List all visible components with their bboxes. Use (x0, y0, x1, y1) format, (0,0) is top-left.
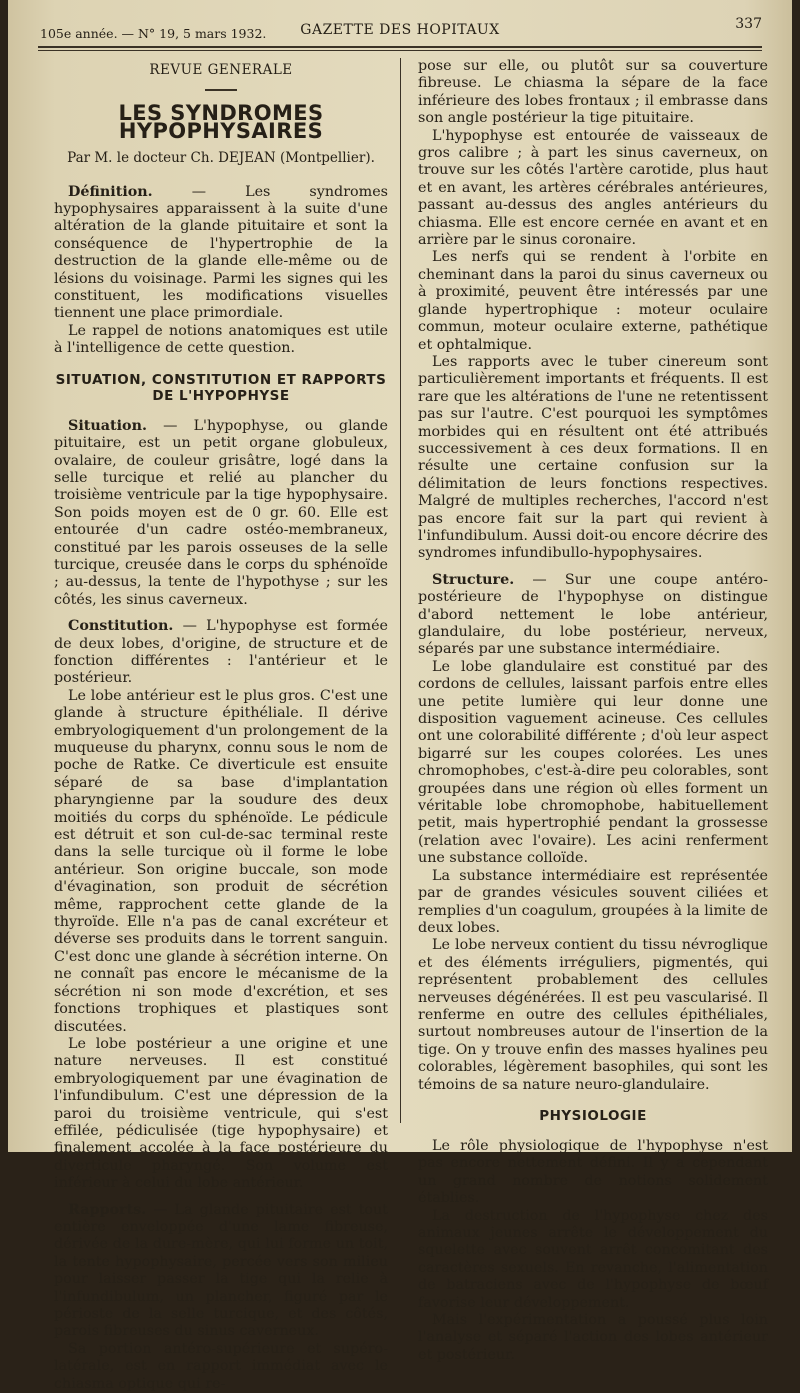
page-header (38, 16, 762, 44)
journal-title: GAZETTE DES HOPITAUX (300, 22, 500, 38)
run-in-heading: Situation. (68, 417, 147, 434)
right-column (418, 58, 768, 1364)
section-heading: SITUATION, CONSTITUTION ET RAPPORTS DE L'HYPOPHYSE (55, 371, 387, 404)
paragraph: Le rôle physiologique de l'hypophyse n'est pas encore nettement défini. Il y a cependant un grand nombre de notions solidement établies. (418, 1137, 768, 1207)
paragraph: Sa portion antéro-supérieure et supéro-latérale, est en rapport immédiat avec le chiasma optique qui re- (54, 1340, 388, 1392)
run-in-heading: Définition. (68, 183, 153, 200)
page-number: 337 (735, 16, 762, 32)
paragraph: Mais l'expérimentation a poussé plus loin l'analyse et séparé l'action des lobes antérieur et postérieur. (418, 1312, 768, 1363)
section-heading: PHYSIOLOGIE (539, 1107, 647, 1124)
paragraph-text: — L'hypophyse est formée de deux lobes, d'origine, de structure et de fonction différentes : l'antérieur et le postérieur. (54, 618, 388, 687)
paragraph: pose sur elle, ou plutôt sur sa couverture fibreuse. Le chiasma la sépare de la face inférieure des lobes frontaux ; il embrasse dans son angle postérieur la tige pituitaire. (418, 58, 768, 127)
paragraph-constitution (54, 618, 388, 688)
title-rule (205, 89, 237, 91)
article-author: Par M. le docteur Ch. DEJEAN (Montpellier). (67, 150, 375, 167)
journal-page (8, 0, 792, 1392)
paragraph-rapports (54, 1202, 388, 1341)
rubric: REVUE GENERALE (149, 62, 293, 78)
paragraph-text: — La glande pituitaire est tout entière enveloppée d'une lame fibreuse, dérivée de la dure-mère, qui lui forme un toit, la tente hypophysaire, percée vers son milieu pour laisser passer la tige qui la relie à l'infundibulum, un plancher, figuré par le périoste de la selle turcique, et des côtés, parois fibreuses du sinus caverneux. (54, 1201, 388, 1340)
paragraph-definition (54, 184, 388, 323)
run-in-heading: Rapports. (68, 1201, 147, 1218)
left-column (54, 58, 388, 1393)
paragraph: Les rapports avec le tuber cinereum sont particulièrement importants et fréquents. Il est rare que les altérations de l'une ne retentissent pas sur l'autre. C'est pourquoi les symptômes morbides qui en résultent ont été attribués successivement à ces deux formations. Il en résulte une certaine confusion sur la délimitation de leurs fonctions respectives. Malgré de multiples recherches, l'accord n'est pas encore fait sur la part qui revient à l'infundibulum. Aussi doit-ou encore décrire des syndromes infundibullo-hypophysaires. (418, 353, 768, 562)
paragraph: Le lobe antérieur est le plus gros. C'est une glande à structure épithéliale. Il dérive embryologiquement d'un prolongement de la muqueuse du pharynx, connu sous le nom de poche de Ratke. Ce diverticule est ensuite séparé de sa base d'implantation pharyngienne par la soudure des deux moitiés du corps du sphénoïde. Le pédicule est détruit et son cul-de-sac terminal reste dans la selle turcique où il forme le lobe antérieur. Son origine buccale, son mode d'évagination, son produit de sécrétion même, rapprochent cette glande de la thyroïde. Elle n'a pas de canal excréteur et déverse ses produits dans le torrent sanguin. C'est donc une glande à sécrétion interne. On ne connaît pas encore le mécanisme de la sécrétion ni son mode d'excrétion, et ses fonctions trophiques et plastiques sont discutées. (54, 687, 388, 1035)
article-title: LES SYNDROMES HYPOPHYSAIRES (118, 101, 324, 143)
column-divider (400, 58, 401, 1123)
run-in-heading: Constitution. (68, 618, 174, 635)
issue-line: 105e année. — N° 19, 5 mars 1932. (40, 26, 267, 41)
paragraph: La destruction de l'hypophyse chez des animaux jeunes arrête le développement du squelette avec souvent arrêt concomitant des caractères sexuels. En revanche, l'alimentation de batraciens avec de l'hypophyse de bœuf favorise leur développement. (418, 1207, 768, 1311)
paragraph: La substance intermédiaire est représentée par de grandes vésicules souvent ciliées et remplies d'un coagulum, groupées à la limite de deux lobes. (418, 867, 768, 936)
paragraph-text: — L'hypophyse, ou glande pituitaire, est un petit organe globuleux, ovalaire, de couleur grisâtre, logé dans la selle turcique et relié au plancher du troisième ventricule par la tige hypophysaire. Son poids moyen est de 0 gr. 60. Elle est entourée d'un cadre ostéo-membraneux, constitué par les parois osseuses de la selle turcique, creusée dans le corps du sphénoïde ; au-dessus, la tente de l'hypothyse ; sur les côtés, les sinus caverneux. (54, 417, 388, 608)
paragraph: Le lobe glandulaire est constitué par des cordons de cellules, laissant parfois entre elles une petite lumière qui leur donne une disposition vaguement acineuse. Ces cellules ont une colorabilité différente ; d'où leur aspect bigarré sur les coupes colorées. Les unes chromophobes, c'est-à-dire peu colorables, sont groupées dans une région où elles forment un véritable lobe chromophobe, habituellement petit, mais hypertrophié pendant la grossesse (relation avec l'ovaire). Les acini renferment une substance colloïde. (418, 658, 768, 867)
paragraph-structure (418, 572, 768, 659)
paragraph: Les nerfs qui se rendent à l'orbite en cheminant dans la paroi du sinus caverneux ou à proximité, peuvent être intéressés par une glande hypertrophique : moteur oculaire commun, moteur oculaire externe, pathétique et ophtalmique. (418, 249, 768, 353)
paragraph-text: — Sur une coupe antéro-postérieure de l'hypophyse on distingue d'abord nettement le lobe antérieur, glandulaire, du lobe postérieur, nerveux, séparés par une substance intermédiaire. (418, 571, 768, 658)
paragraph: L'hypophyse est entourée de vaisseaux de gros calibre ; à part les sinus caverneux, on trouve sur les côtés l'artère carotide, plus haut et en avant, les artères cérébrales antérieures, passant au-dessus des angles antérieurs du chiasma. Elle est encore cernée en avant et en arrière par le sinus coronaire. (418, 127, 768, 249)
header-rule (38, 46, 762, 48)
paragraph: Le rappel de notions anatomiques est utile à l'intelligence de cette question. (54, 322, 388, 357)
paragraph: Le lobe nerveux contient du tissu névroglique et des éléments irréguliers, pigmentés, qui représentent probablement des cellules nerveuses dégénérées. Il est peu vascularisé. Il renferme en outre des cellules épithéliales, surtout nombreuses autour de l'insertion de la tige. On y trouve enfin des masses hyalines peu colorables, légèrement basophiles, qui sont les témoins de sa nature neuro-glandulaire. (418, 937, 768, 1093)
run-in-heading: Structure. (432, 571, 515, 588)
header-rule-thin (38, 50, 762, 51)
paragraph-text: — Les syndromes hypophysaires apparaissent à la suite d'une altération de la glande pituitaire et sont la conséquence de l'hypertrophie de la destruction de la glande elle-même ou de lésions du voisinage. Parmi les signes qui les constituent, les modifications visuelles tiennent une place primordiale. (54, 183, 388, 322)
paragraph: Le lobe postérieur a une origine et une nature nerveuses. Il est constitué embryologiquement par une évagination de l'infundibulum. C'est une dépression de la paroi du troisième ventricule, qui s'est effilée, pédiculisée (tige hypophysaire) et finalement accolée à la face postérieure du diverticule pharyngé. Son volume est inférieur à celui du lobe antérieur. (54, 1035, 388, 1192)
paragraph-situation (54, 418, 388, 609)
